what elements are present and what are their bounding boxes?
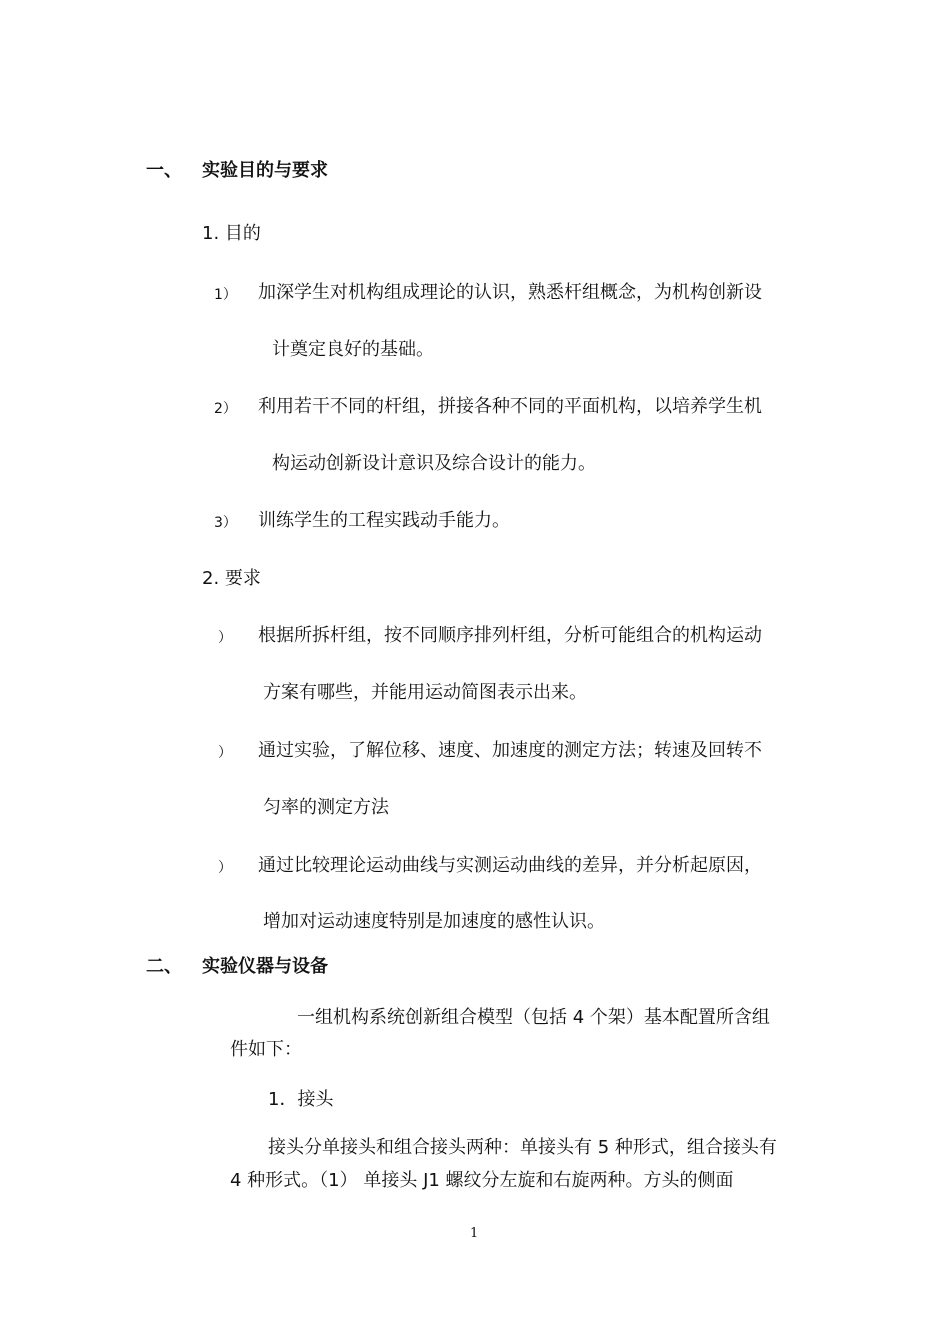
requirements-item-1-line1: 根据所拆杆组，按不同顺序排列杆组，分析可能组合的机构运动 [258, 625, 762, 646]
purpose-item-1-line2: 计奠定良好的基础。 [272, 339, 434, 360]
requirements-item-2-line1: 通过实验，了解位移、速度、加速度的测定方法；转速及回转不 [258, 740, 762, 761]
purpose-item-2-line1: 利用若干不同的杆组，拼接各种不同的平面机构，以培养学生机 [258, 396, 762, 417]
purpose-item-3-marker: 3） [214, 515, 237, 531]
purpose-heading: 1. 目的 [202, 223, 261, 244]
section2-intro-line1: 一组机构系统创新组合模型（包括 4 个架）基本配置所含组 [297, 1007, 770, 1028]
purpose-item-1-marker: 1） [214, 287, 237, 303]
requirements-item-1-line2: 方案有哪些，并能用运动简图表示出来。 [263, 682, 587, 703]
page-number: 1 [470, 1226, 479, 1241]
requirements-item-1-marker: ） [218, 630, 232, 646]
section2-body-line2: 4 种形式。（1） 单接头 J1 螺纹分左旋和右旋两种。方头的侧面 [230, 1170, 734, 1191]
section1-title: 实验目的与要求 [202, 160, 328, 181]
requirements-heading: 2. 要求 [202, 568, 261, 589]
requirements-item-3-marker: ） [218, 860, 232, 876]
section2-title: 实验仪器与设备 [202, 956, 328, 977]
requirements-item-3-line1: 通过比较理论运动曲线与实测运动曲线的差异，并分析起原因， [258, 855, 762, 876]
purpose-item-3-line1: 训练学生的工程实践动手能力。 [258, 510, 510, 531]
section1-number: 一、 [146, 160, 182, 181]
purpose-item-2-line2: 构运动创新设计意识及综合设计的能力。 [272, 453, 596, 474]
purpose-item-2-marker: 2） [214, 401, 237, 417]
purpose-item-1-line1: 加深学生对机构组成理论的认识，熟悉杆组概念，为机构创新设 [258, 282, 762, 303]
section2-number: 二、 [146, 956, 182, 977]
requirements-item-2-marker: ） [218, 745, 232, 761]
requirements-item-3-line2: 增加对运动速度特别是加速度的感性认识。 [263, 911, 605, 932]
section2-body-line1: 接头分单接头和组合接头两种：单接头有 5 种形式，组合接头有 [268, 1137, 777, 1158]
section2-sub-heading: 1．接头 [268, 1089, 334, 1110]
section2-intro-line2: 件如下： [230, 1039, 302, 1060]
requirements-item-2-line2: 匀率的测定方法 [263, 797, 389, 818]
